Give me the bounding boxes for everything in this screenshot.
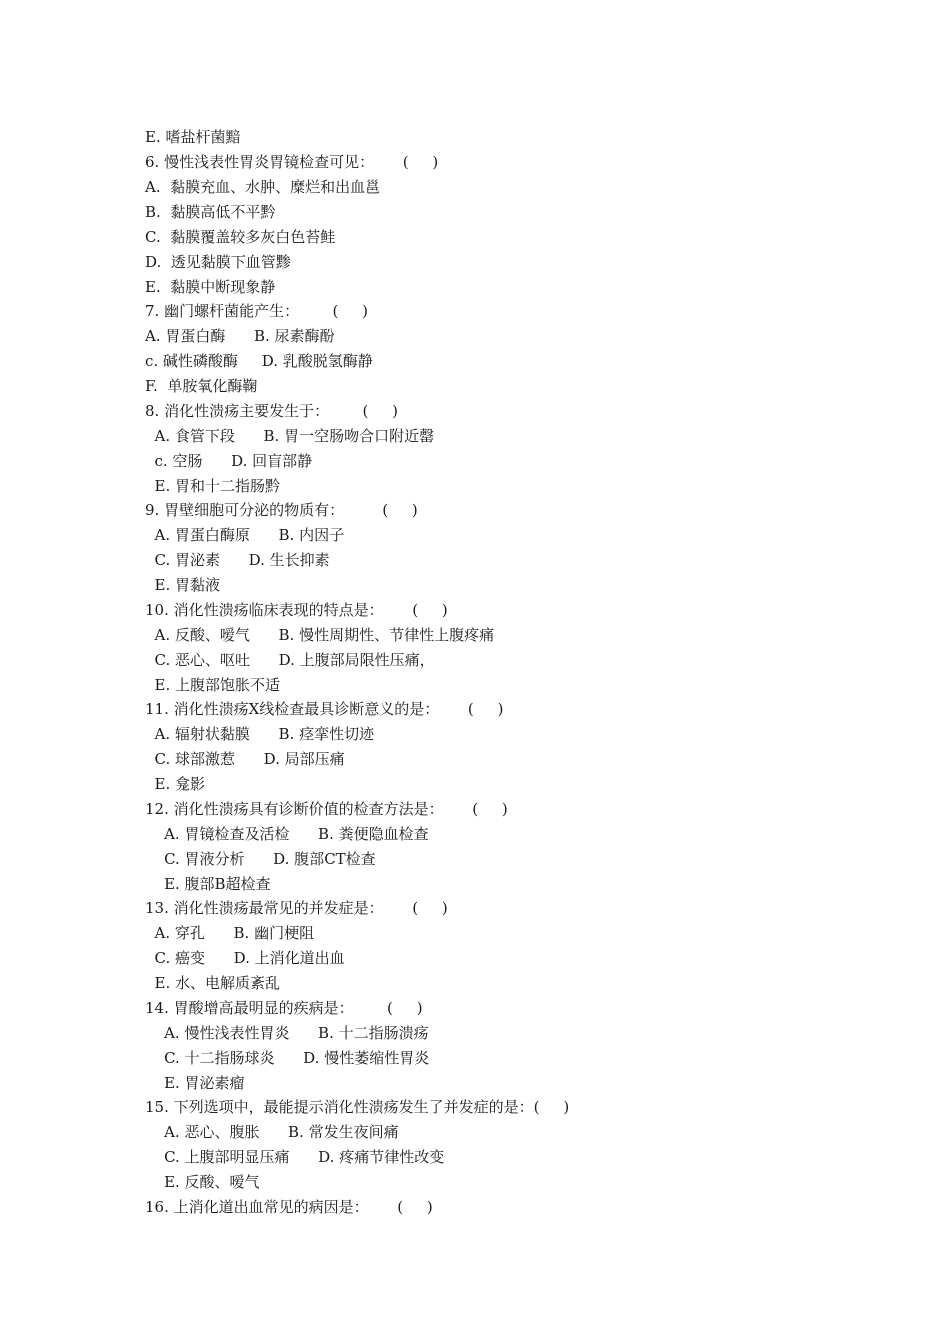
options-7ab: A. 胃蛋白酶 B. 尿素酶酚	[145, 327, 335, 345]
options-14ab: A. 慢性浅表性胃炎 B. 十二指肠溃疡	[145, 1024, 429, 1042]
options-12ab: A. 胃镜检查及活检 B. 粪便隐血检查	[145, 825, 429, 843]
options-8cd: c. 空肠 D. 回盲部静	[145, 452, 313, 470]
question-7: 7. 幽门螺杆菌能产生： ( )	[145, 302, 369, 320]
question-10: 10. 消化性溃疡临床表现的特点是： ( )	[145, 601, 448, 619]
option-13e: E. 水、电解质紊乱	[145, 974, 281, 992]
options-15cd: C. 上腹部明显压痛 D. 疼痛节律性改变	[145, 1148, 445, 1166]
options-9ab: A. 胃蛋白酶原 B. 内因子	[145, 526, 345, 544]
options-10cd: C. 恶心、呕吐 D. 上腹部局限性压痛，	[145, 651, 435, 669]
options-15ab: A. 恶心、腹胀 B. 常发生夜间痛	[145, 1123, 399, 1141]
option-11e: E. 龛影	[145, 775, 206, 793]
option-6b: B. 黏膜高低不平黔	[145, 203, 276, 221]
option-7e: F. 单胺氧化酶鞠	[145, 377, 258, 395]
option-8e: E. 胃和十二指肠黔	[145, 477, 281, 495]
question-16: 16. 上消化道出血常见的病因是： ( )	[145, 1198, 433, 1216]
option-5e: E. 嗜盐杆菌黯	[145, 128, 241, 146]
options-8ab: A. 食管下段 B. 胃一空肠吻合口附近罄	[145, 427, 435, 445]
options-14cd: C. 十二指肠球炎 D. 慢性萎缩性胃炎	[145, 1049, 430, 1067]
question-12: 12. 消化性溃疡具有诊断价值的检查方法是： ( )	[145, 800, 508, 818]
question-13: 13. 消化性溃疡最常见的并发症是： ( )	[145, 899, 448, 917]
options-11ab: A. 辐射状黏膜 B. 痉挛性切迹	[145, 725, 375, 743]
option-6a: A. 黏膜充血、水肿、糜烂和出血邕	[145, 178, 381, 196]
option-14e: E. 胃泌素瘤	[145, 1074, 245, 1092]
question-9: 9. 胃壁细胞可分泌的物质有： ( )	[145, 501, 418, 519]
option-10e: E. 上腹部饱胀不适	[145, 676, 281, 694]
options-10ab: A. 反酸、嗳气 B. 慢性周期性、节律性上腹疼痛	[145, 626, 495, 644]
options-13cd: C. 癌变 D. 上消化道出血	[145, 949, 345, 967]
options-13ab: A. 穿孔 B. 幽门梗阻	[145, 924, 315, 942]
options-11cd: C. 球部激惹 D. 局部压痛	[145, 750, 345, 768]
option-6d: D. 透见黏膜下血管黪	[145, 253, 291, 271]
question-8: 8. 消化性溃疡主要发生于： ( )	[145, 402, 399, 420]
option-6e: E. 黏膜中断现象静	[145, 278, 276, 296]
question-11: 11. 消化性溃疡X线检查最具诊断意义的是： ( )	[145, 700, 504, 718]
option-6c: C. 黏膜覆盖较多灰白色苔鲑	[145, 228, 336, 246]
options-9cd: C. 胃泌素 D. 生长抑素	[145, 551, 330, 569]
question-14: 14. 胃酸增高最明显的疾病是： ( )	[145, 999, 423, 1017]
question-6: 6. 慢性浅表性胃炎胃镜检查可见： ( )	[145, 153, 439, 171]
option-9e: E. 胃黏液	[145, 576, 221, 594]
options-12cd: C. 胃液分析 D. 腹部CT检查	[145, 850, 376, 868]
question-15: 15. 下列选项中，最能提示消化性溃疡发生了并发症的是：( )	[145, 1098, 570, 1116]
options-7cd: c. 碱性磷酸酶 D. 乳酸脱氢酶静	[145, 352, 373, 370]
option-15e: E. 反酸、嗳气	[145, 1173, 260, 1191]
option-12e: E. 腹部B超检查	[145, 875, 271, 893]
